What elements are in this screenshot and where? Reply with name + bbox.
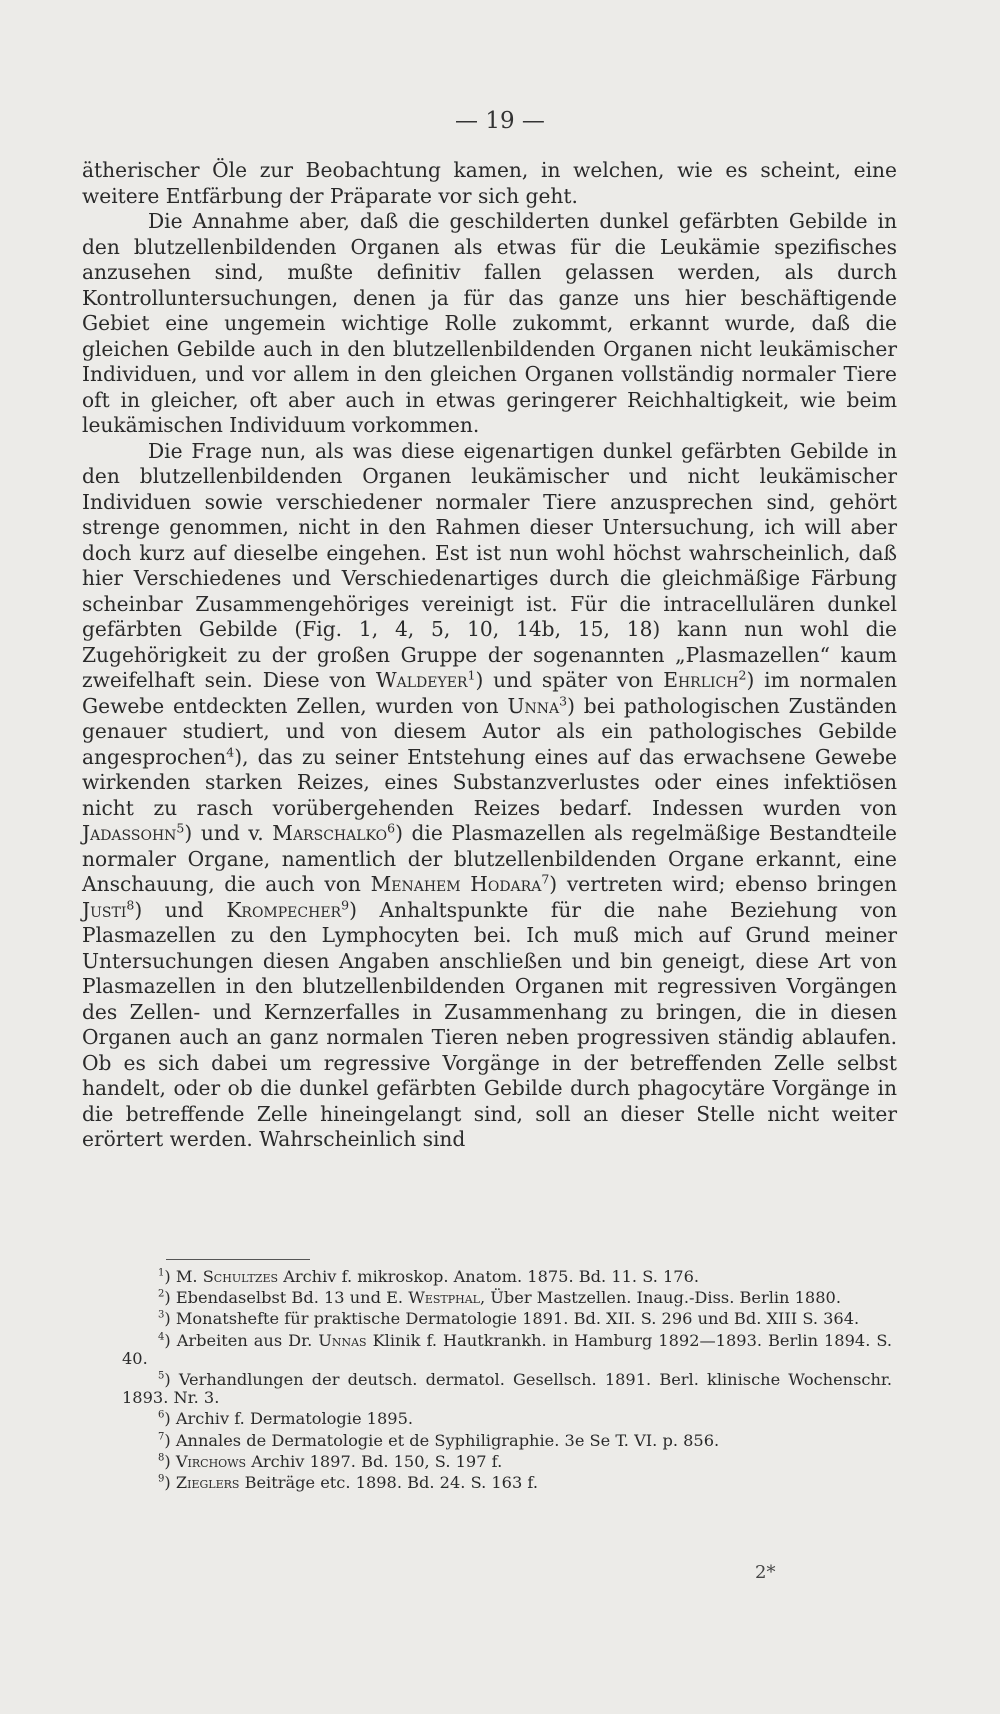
page-number: — 19 — bbox=[455, 108, 545, 134]
footnote-2: $^2$) Ebendaselbst Bd. 13 und E. Westphal, Über Mastzellen. Inaug.-Diss. Berlin 1880. bbox=[158, 1288, 841, 1308]
footnote-ref: 8 bbox=[126, 896, 135, 912]
author-name: Menahem Hodara bbox=[370, 872, 542, 896]
author-name: Unna bbox=[507, 693, 560, 718]
footnote-ref: 5 bbox=[176, 820, 185, 836]
paragraph-plasmazellen: Die Frage nun, als was diese eigenartigen dunkel gefärbten Gebilde in den blutzellenbildenden Organen leukämischer und nicht leukämischer Individuen sowie verschiedener normaler Tiere anzusprechen sind, gehört strenge genommen, nicht in den Rahmen dieser Untersuchung, ich will aber doch kurz auf dieselbe eingehen. Est ist nun wohl höchst wahrscheinlich, daß hier Verschiedenes und Verschiedenartiges durch die gleichmäßige Färbung scheinbar Zusammengehöriges vereinigt ist. Für die intracellulären dunkel gefärbten Gebilde (Fig. 1, 4, 5, 10, 14b, 15, 18) kann nun wohl die Zugehörigkeit zu der großen Gruppe der sogenannten „Plasmazellen“ kaum zweifelhaft sein. Diese von Waldeyer$^1$) und später von Ehrlich$^2$) im normalen Gewebe entdeckten Zellen, wurden von Unna$^3$) bei pathologischen Zuständen genauer studiert, und von diesem Autor als ein pathologisches Gebilde angesprochen$^4$), das zu seiner Entstehung eines auf das erwachsene Gewebe wirkenden starken Reizes, eines Substanzverlustes oder eines infektiösen nicht zu rasch vorübergehenden Reizes bedarf. Indessen wurden von Jadassohn$^5$) und v. Marschalko$^6$) die Plasmazellen als regelmäßige Bestandteile normaler Organe, namentlich der blutzellenbildenden Organe erkannt, eine Anschauung, die auch von Menahem Hodara$^7$) vertreten wird; ebenso bringen Justi$^8$) und Krompecher$^9$) Anhaltspunkte für die nahe Beziehung von Plasmazellen zu den Lymphocyten bei. Ich muß mich auf Grund meiner Untersuchungen diesen Angaben anschließen und bin geneigt, diese Art von Plasmazellen in den blutzellenbildenden Organen mit regressiven Vorgängen des Zellen- und Kernzerfalles in Zusammenhang zu bringen, die in diesen Organen auch an ganz normalen Tieren neben progressiven ständig ablaufen. Ob es sich dabei um regressive Vorgänge in der betreffenden Zelle selbst handelt, oder ob die dunkel gefärbten Gebilde durch phagocytäre Vorgänge in die betreffende Zelle hineingelangt sind, soll an dieser Stelle nicht weiter erörtert werden. Wahrscheinlich sind bbox=[82, 438, 898, 1151]
footnote-9: $^9$) Zieglers Beiträge etc. 1898. Bd. 24. S. 163 f. bbox=[158, 1473, 538, 1493]
author-name: Waldeyer bbox=[375, 668, 468, 692]
footnote-8: $^8$) Virchows Archiv 1897. Bd. 150, S. 197 f. bbox=[158, 1451, 503, 1471]
paragraph: Die Annahme aber, daß die geschilderten dunkel gefärbten Gebilde in den blutzellenbildenden Organen als etwas für die Leukämie spezifisches anzusehen sind, mußte definitiv fallen gelassen werden, als durch Kontrolluntersuchungen, denen ja für das ganze uns hier beschäftigende Gebiet eine ungemein wichtige Rolle zukommt, erkannt wurde, daß die gleichen Gebilde auch in den blutzellenbildenden Organen nicht leukämischer Individuen, und vor allem in den gleichen Organen vollständig normaler Tiere oft in gleicher, oft aber auch in etwas geringerer Reichhaltigkeit, wie beim leukämischen Individuum vorkommen. bbox=[82, 209, 897, 437]
footnote-ref: 6 bbox=[387, 820, 396, 836]
footnote-7: $^7$) Annales de Dermatologie et de Syphiligraphie. 3e Se T. VI. p. 856. bbox=[158, 1430, 720, 1450]
footnote-5: $^5$) Verhandlungen der deutsch. dermatol. Gesellsch. 1891. Berl. klinische Wochenschr. 1893. Nr. 3. bbox=[122, 1370, 892, 1408]
footnote-ref: 7 bbox=[541, 871, 550, 887]
signature-mark: 2* bbox=[755, 1562, 776, 1583]
footnote-ref: 4 bbox=[226, 743, 235, 759]
paragraph-continuation: ätherischer Öle zur Beobachtung kamen, in welchen, wie es scheint, eine weitere Entfärbung der Präparate vor sich geht. bbox=[82, 158, 897, 208]
author-name: Marschalko bbox=[272, 821, 388, 845]
footnote-1: $^1$) M. Schultzes Archiv f. mikroskop. Anatom. 1875. Bd. 11. S. 176. bbox=[158, 1267, 700, 1286]
author-name: Ehrlich bbox=[663, 668, 739, 692]
author-name: Krompecher bbox=[226, 897, 342, 922]
body-text bbox=[82, 158, 897, 1153]
footnote-ref: 1 bbox=[467, 667, 476, 683]
footnote-3: $^3$) Monatshefte für praktische Dermatologie 1891. Bd. XII. S. 296 und Bd. XIII S. 364. bbox=[158, 1309, 860, 1329]
footnote-4: $^4$) Arbeiten aus Dr. Unnas Klinik f. Hautkrankh. in Hamburg 1892—1893. Berlin 1894. S. 40. bbox=[122, 1330, 892, 1368]
author-name: Justi bbox=[82, 897, 127, 922]
footnote-6: $^6$) Archiv f. Dermatologie 1895. bbox=[158, 1409, 414, 1429]
footnote-ref: 2 bbox=[738, 667, 747, 683]
author-name: Jadassohn bbox=[82, 821, 177, 845]
footnotes bbox=[122, 1268, 892, 1495]
footnote-ref: 3 bbox=[559, 692, 568, 708]
footnote-ref: 9 bbox=[341, 896, 350, 912]
footnote-divider bbox=[166, 1259, 310, 1260]
